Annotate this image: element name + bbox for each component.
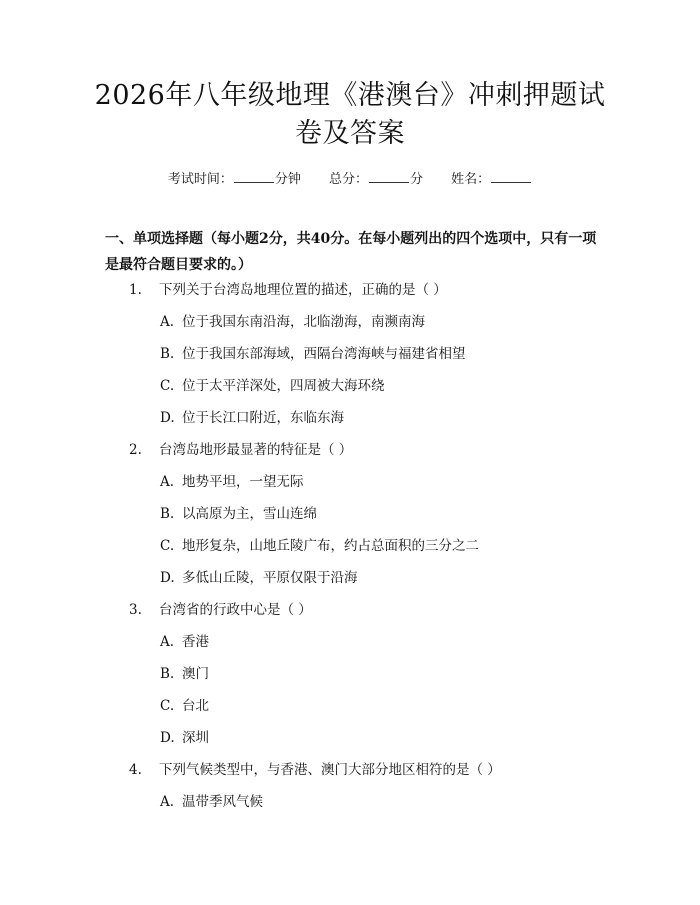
option-1b[interactable] bbox=[160, 344, 466, 364]
question-4 bbox=[129, 760, 501, 780]
option-text: 台北 bbox=[182, 698, 209, 714]
section-heading: 一、单项选择题（每小题2分，共40分。在每小题列出的四个选项中，只有一项是最符合题目要求的。） bbox=[105, 231, 597, 273]
option-text: 位于我国东部海域，西隔台湾海峡与福建省相望 bbox=[182, 346, 466, 362]
option-1c[interactable] bbox=[160, 376, 385, 396]
exam-info bbox=[0, 169, 700, 189]
option-label: B. bbox=[160, 346, 175, 362]
question-text: 下列关于台湾岛地理位置的描述，正确的是（ ） bbox=[159, 282, 447, 298]
option-label: A. bbox=[160, 474, 175, 490]
option-text: 多低山丘陵，平原仅限于沿海 bbox=[182, 570, 358, 586]
time-unit: 分钟 bbox=[274, 172, 301, 187]
question-number: 4. bbox=[129, 762, 142, 778]
page-title: 2026年八年级地理《港澳台》冲刺押题试卷及答案 bbox=[94, 80, 606, 149]
option-text: 位于长江口附近，东临东海 bbox=[182, 410, 344, 426]
option-1d[interactable] bbox=[160, 408, 344, 428]
score-unit: 分 bbox=[410, 172, 424, 187]
option-label: B. bbox=[160, 666, 175, 682]
option-label: C. bbox=[160, 378, 175, 394]
time-label: 考试时间： bbox=[167, 172, 233, 187]
question-number: 2. bbox=[129, 442, 142, 458]
option-text: 以高原为主，雪山连绵 bbox=[182, 506, 317, 522]
question-number: 1. bbox=[129, 282, 142, 298]
time-blank[interactable] bbox=[234, 169, 274, 183]
question-1 bbox=[129, 280, 447, 300]
option-label: D. bbox=[160, 730, 175, 746]
option-label: A. bbox=[160, 314, 175, 330]
name-blank[interactable] bbox=[491, 169, 531, 183]
question-text: 台湾省的行政中心是（ ） bbox=[159, 602, 312, 618]
question-3 bbox=[129, 600, 312, 620]
option-label: B. bbox=[160, 506, 175, 522]
option-3d[interactable] bbox=[160, 728, 209, 748]
option-3b[interactable] bbox=[160, 664, 209, 684]
option-3c[interactable] bbox=[160, 696, 209, 716]
option-text: 位于太平洋深处，四周被大海环绕 bbox=[182, 378, 385, 394]
option-text: 地形复杂，山地丘陵广布，约占总面积的三分之二 bbox=[182, 538, 479, 554]
option-label: C. bbox=[160, 698, 175, 714]
option-text: 地势平坦，一望无际 bbox=[182, 474, 304, 490]
option-3a[interactable] bbox=[160, 632, 209, 652]
option-text: 温带季风气候 bbox=[182, 794, 263, 810]
name-field bbox=[451, 172, 532, 187]
option-label: D. bbox=[160, 410, 175, 426]
option-text: 深圳 bbox=[182, 730, 209, 746]
option-2a[interactable] bbox=[160, 472, 304, 492]
question-number: 3. bbox=[129, 602, 142, 618]
total-score-field bbox=[329, 172, 423, 187]
option-text: 澳门 bbox=[182, 666, 209, 682]
option-2b[interactable] bbox=[160, 504, 317, 524]
option-4a[interactable] bbox=[160, 792, 263, 812]
option-label: A. bbox=[160, 634, 175, 650]
option-1a[interactable] bbox=[160, 312, 425, 332]
option-text: 香港 bbox=[182, 634, 209, 650]
option-label: D. bbox=[160, 570, 175, 586]
score-blank[interactable] bbox=[369, 169, 409, 183]
option-2c[interactable] bbox=[160, 536, 479, 556]
option-label: A. bbox=[160, 794, 175, 810]
option-label: C. bbox=[160, 538, 175, 554]
question-text: 台湾岛地形最显著的特征是（ ） bbox=[159, 442, 353, 458]
question-2 bbox=[129, 440, 352, 460]
option-text: 位于我国东南沿海，北临渤海，南濒南海 bbox=[182, 314, 425, 330]
question-text: 下列气候类型中，与香港、澳门大部分地区相符的是（ ） bbox=[159, 762, 501, 778]
exam-time-field bbox=[168, 172, 301, 187]
option-2d[interactable] bbox=[160, 568, 358, 588]
score-label: 总分： bbox=[328, 172, 368, 187]
name-label: 姓名： bbox=[451, 172, 491, 187]
